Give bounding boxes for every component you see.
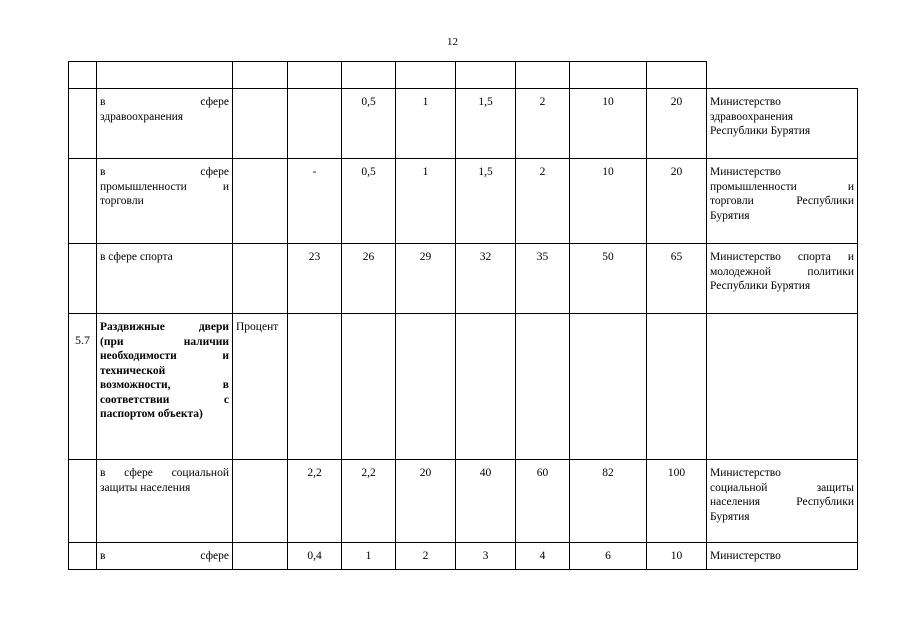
- value-cell: -: [288, 159, 342, 244]
- table-row: [69, 460, 858, 543]
- value-cell: 10: [570, 159, 647, 244]
- value-cell: 100: [647, 460, 707, 543]
- value-cell: 2: [516, 89, 570, 159]
- index-cell: [69, 244, 97, 314]
- value-cell: 1,5: [456, 89, 516, 159]
- value-cell: [516, 314, 570, 460]
- indicators-table: [68, 61, 858, 570]
- value-cell: 3: [456, 543, 516, 570]
- table-row: [69, 62, 858, 89]
- value-cell: [342, 314, 396, 460]
- index-cell: 5.7: [69, 314, 97, 460]
- value-cell: 10: [570, 89, 647, 159]
- indicator-label: в сфере спорта: [97, 244, 233, 314]
- value-cell: [647, 314, 707, 460]
- value-cell: 1: [396, 89, 456, 159]
- value-cell: 60: [516, 460, 570, 543]
- ministry-cell: Министерство здравоохранения Республики Бурятия: [707, 89, 858, 159]
- value-cell: 32: [456, 244, 516, 314]
- page-number: 12: [447, 36, 458, 48]
- value-cell: 0,4: [288, 543, 342, 570]
- value-cell: 1,5: [456, 159, 516, 244]
- value-cell: 2,2: [342, 460, 396, 543]
- ministry-cell: Министерство спорта и молодежной политики Республики Бурятия: [707, 244, 858, 314]
- indicator-label: в сфере: [97, 543, 233, 570]
- index-cell: [69, 543, 97, 570]
- value-cell: [396, 314, 456, 460]
- value-cell: 20: [396, 460, 456, 543]
- value-cell: 29: [396, 244, 456, 314]
- table-row: [69, 543, 858, 570]
- indicator-label: в сфере социальной защиты населения: [97, 460, 233, 543]
- value-cell: [288, 314, 342, 460]
- indicator-label: в сфере промышленности и торговли: [97, 159, 233, 244]
- value-cell: 6: [570, 543, 647, 570]
- unit-cell: [233, 543, 288, 570]
- indicator-label: Раздвижные двери (при наличии необходимости и технической возможности, в соответствии с паспортом объекта): [97, 314, 233, 460]
- index-cell: [69, 159, 97, 244]
- value-cell: 26: [342, 244, 396, 314]
- unit-cell: [233, 159, 288, 244]
- table-row: [69, 89, 858, 159]
- value-cell: [570, 314, 647, 460]
- ministry-cell: Министерство социальной защиты населения Республики Бурятия: [707, 460, 858, 543]
- table-row: [69, 159, 858, 244]
- ministry-cell: [707, 314, 858, 460]
- index-cell: [69, 460, 97, 543]
- value-cell: 40: [456, 460, 516, 543]
- value-cell: 10: [647, 543, 707, 570]
- value-cell: 20: [647, 89, 707, 159]
- unit-cell: [233, 89, 288, 159]
- value-cell: 35: [516, 244, 570, 314]
- unit-cell: [233, 244, 288, 314]
- value-cell: [288, 89, 342, 159]
- unit-cell: Процент: [233, 314, 288, 460]
- table-row: [69, 244, 858, 314]
- value-cell: 20: [647, 159, 707, 244]
- ministry-cell: Министерство промышленности и торговли Республики Бурятия: [707, 159, 858, 244]
- value-cell: [456, 314, 516, 460]
- unit-cell: [233, 460, 288, 543]
- table-row: [69, 314, 858, 460]
- value-cell: 4: [516, 543, 570, 570]
- value-cell: 50: [570, 244, 647, 314]
- value-cell: 23: [288, 244, 342, 314]
- value-cell: 0,5: [342, 89, 396, 159]
- value-cell: 2: [516, 159, 570, 244]
- ministry-cell: Министерство: [707, 543, 858, 570]
- value-cell: 1: [342, 543, 396, 570]
- index-cell: [69, 89, 97, 159]
- indicator-label: в сфере здравоохранения: [97, 89, 233, 159]
- value-cell: 2: [396, 543, 456, 570]
- value-cell: 1: [396, 159, 456, 244]
- value-cell: 2,2: [288, 460, 342, 543]
- value-cell: 0,5: [342, 159, 396, 244]
- value-cell: 82: [570, 460, 647, 543]
- value-cell: 65: [647, 244, 707, 314]
